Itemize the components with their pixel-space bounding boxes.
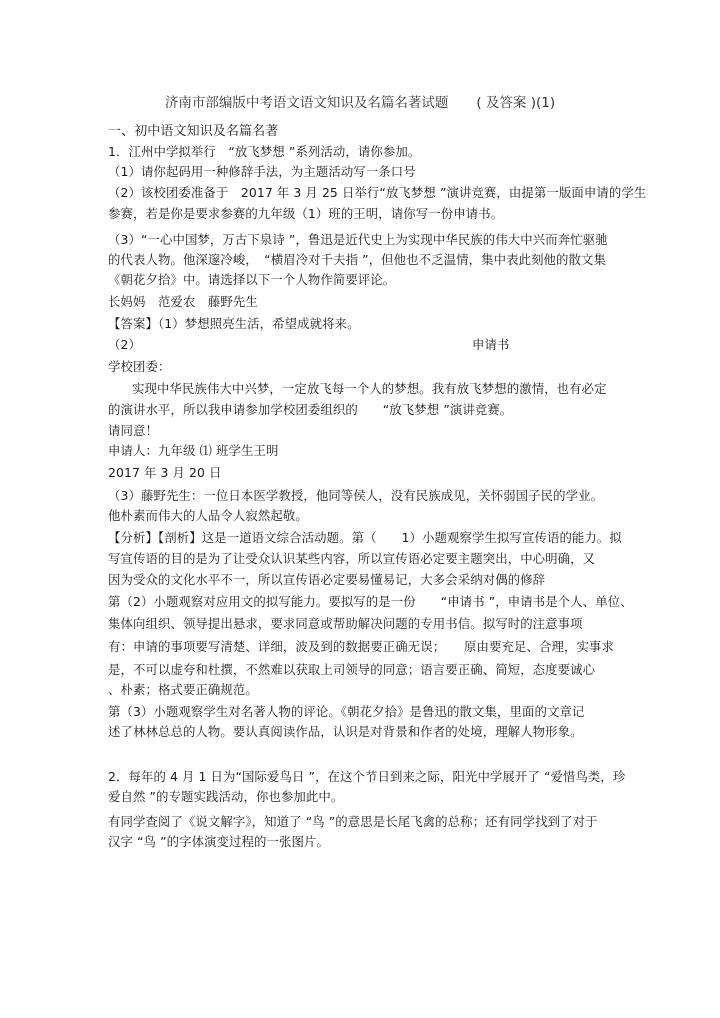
section-heading: 一、初中语文知识及名篇名著 (108, 124, 279, 139)
question-1-stem: 1．江州中学拟举行 “放飞梦想 ”系列活动，请你参加。 (108, 144, 421, 159)
question-2-stem-cont: 爱自然 ”的专题实践活动，你也参加此中。 (108, 789, 344, 804)
application-date: 2017 年 3 月 20 日 (108, 465, 222, 480)
analysis-line: 是，不可以虚夸和杜撰，不然难以获取上司领导的同意；语言要正确、简短，态度要诚心 (108, 662, 596, 677)
question-1-part-2: （2）该校团委准备于 2017 年 3 月 25 日举行“放飞梦想 ”演讲竞赛，由提第一版面申请的学生 (108, 185, 647, 200)
application-body-cont: 的演讲水平，所以我申请参加学校团委组织的 “放飞梦想 ”演讲竞赛。 (108, 402, 513, 417)
application-request: 请同意！ (108, 423, 158, 438)
question-1-part-2-cont: 参赛，若是你是要求参赛的九年级（1）班的王明，请你写一份申请书。 (108, 206, 504, 221)
analysis-line: 有：申请的事项要写清楚、详细，波及到的数据要正确无误； 原由要充足、合理，实事求 (108, 639, 614, 654)
analysis-line: 因为受众的文化水平不一，所以宣传语必定要易懂易记，大多会采纳对偶的修辞 (108, 572, 546, 587)
analysis-line: 述了林林总总的人物。要认真阅读作品，认识是对背景和作者的处境，理解人物形象。 (108, 724, 583, 739)
application-body: 实现中华民族伟大中兴梦，一定放飞每一个人的梦想。我有放飞梦想的激情，也有必定 (132, 381, 607, 396)
document-title-main: 济南市部编版中考语文语文知识及名篇名著试题 (164, 95, 449, 111)
analysis-line: 第（3）小题观察学生对名著人物的评论。《朝花夕拾》是鲁迅的散文集，里面的文章记 (108, 704, 585, 719)
analysis-line: 【分析】【剖析】这是一道语文综合活动题。第（ 1）小题观察学生拟写宣传语的能力。拟 (108, 530, 622, 545)
analysis-line: 、朴素；格式要正确规范。 (108, 682, 258, 697)
application-salutation: 学校团委： (108, 359, 171, 374)
question-2-stem: 2．每年的 4 月 1 日为“国际爱鸟日 ”，在这个节日到来之际，阳光中学展开了 “爱惜鸟类，珍 (108, 769, 626, 784)
answer-part-2-label: （2） (108, 337, 141, 352)
question-1-part-3-cont: 《朝花夕拾》中。请选择以下一个人物作简要评论。 (108, 272, 396, 287)
document-title (0, 91, 720, 111)
answer-part-3: （3）藤野先生：一位日本医学教授，他同等侯人，没有民族成见，关怀弱国子民的学业。 (108, 488, 604, 503)
analysis-line: 第（2）小题观察对应用文的拟写能力。要拟写的是一份 “申请书 ”，申请书是个人、单位、 (108, 594, 633, 609)
question-1-options: 长妈妈 范爱农 藤野先生 (108, 294, 258, 309)
application-signature: 申请人：九年级 ⑴ 班学生王明 (108, 443, 279, 458)
answer-part-3-cont: 他朴素而伟大的人品令人寂然起敬。 (108, 508, 308, 523)
question-2-context-cont: 汉字 “鸟 ”的字体演变过程的一张图片。 (108, 834, 329, 849)
question-2-context: 有同学查阅了《说文解字》，知道了 “鸟 ”的意思是长尾飞禽的总称；还有同学找到了对于 (108, 814, 598, 829)
question-1-part-3-cont: 的代表人物。他深邃冷峻， “横眉冷对千夫指 ”，但他也不乏温情，集中表此刻他的散文集 (108, 252, 607, 267)
analysis-line: 写宣传语的目的是为了让受众认识某些内容，所以宣传语必定要主题突出，中心明确，又 (108, 551, 596, 566)
analysis-line: 集体向组织、领导提出悬求，要求同意或帮助解决问题的专用书信。拟写时的注意事项 (108, 616, 583, 631)
document-title-suffix: ( 及答案 )(1) (476, 95, 556, 111)
application-title: 申请书 (472, 337, 510, 352)
question-1-part-1: （1）请你起码用一种修辞手法，为主题活动写一条口号 (108, 164, 416, 179)
question-1-part-3: （3）“一心中国梦，万古下泉诗 ”，鲁迅是近代史上为实现中华民族的伟大中兴而奔忙驱驰 (108, 232, 608, 247)
answer-line: 【答案】（1）梦想照亮生活，希望成就将来。 (108, 316, 360, 331)
